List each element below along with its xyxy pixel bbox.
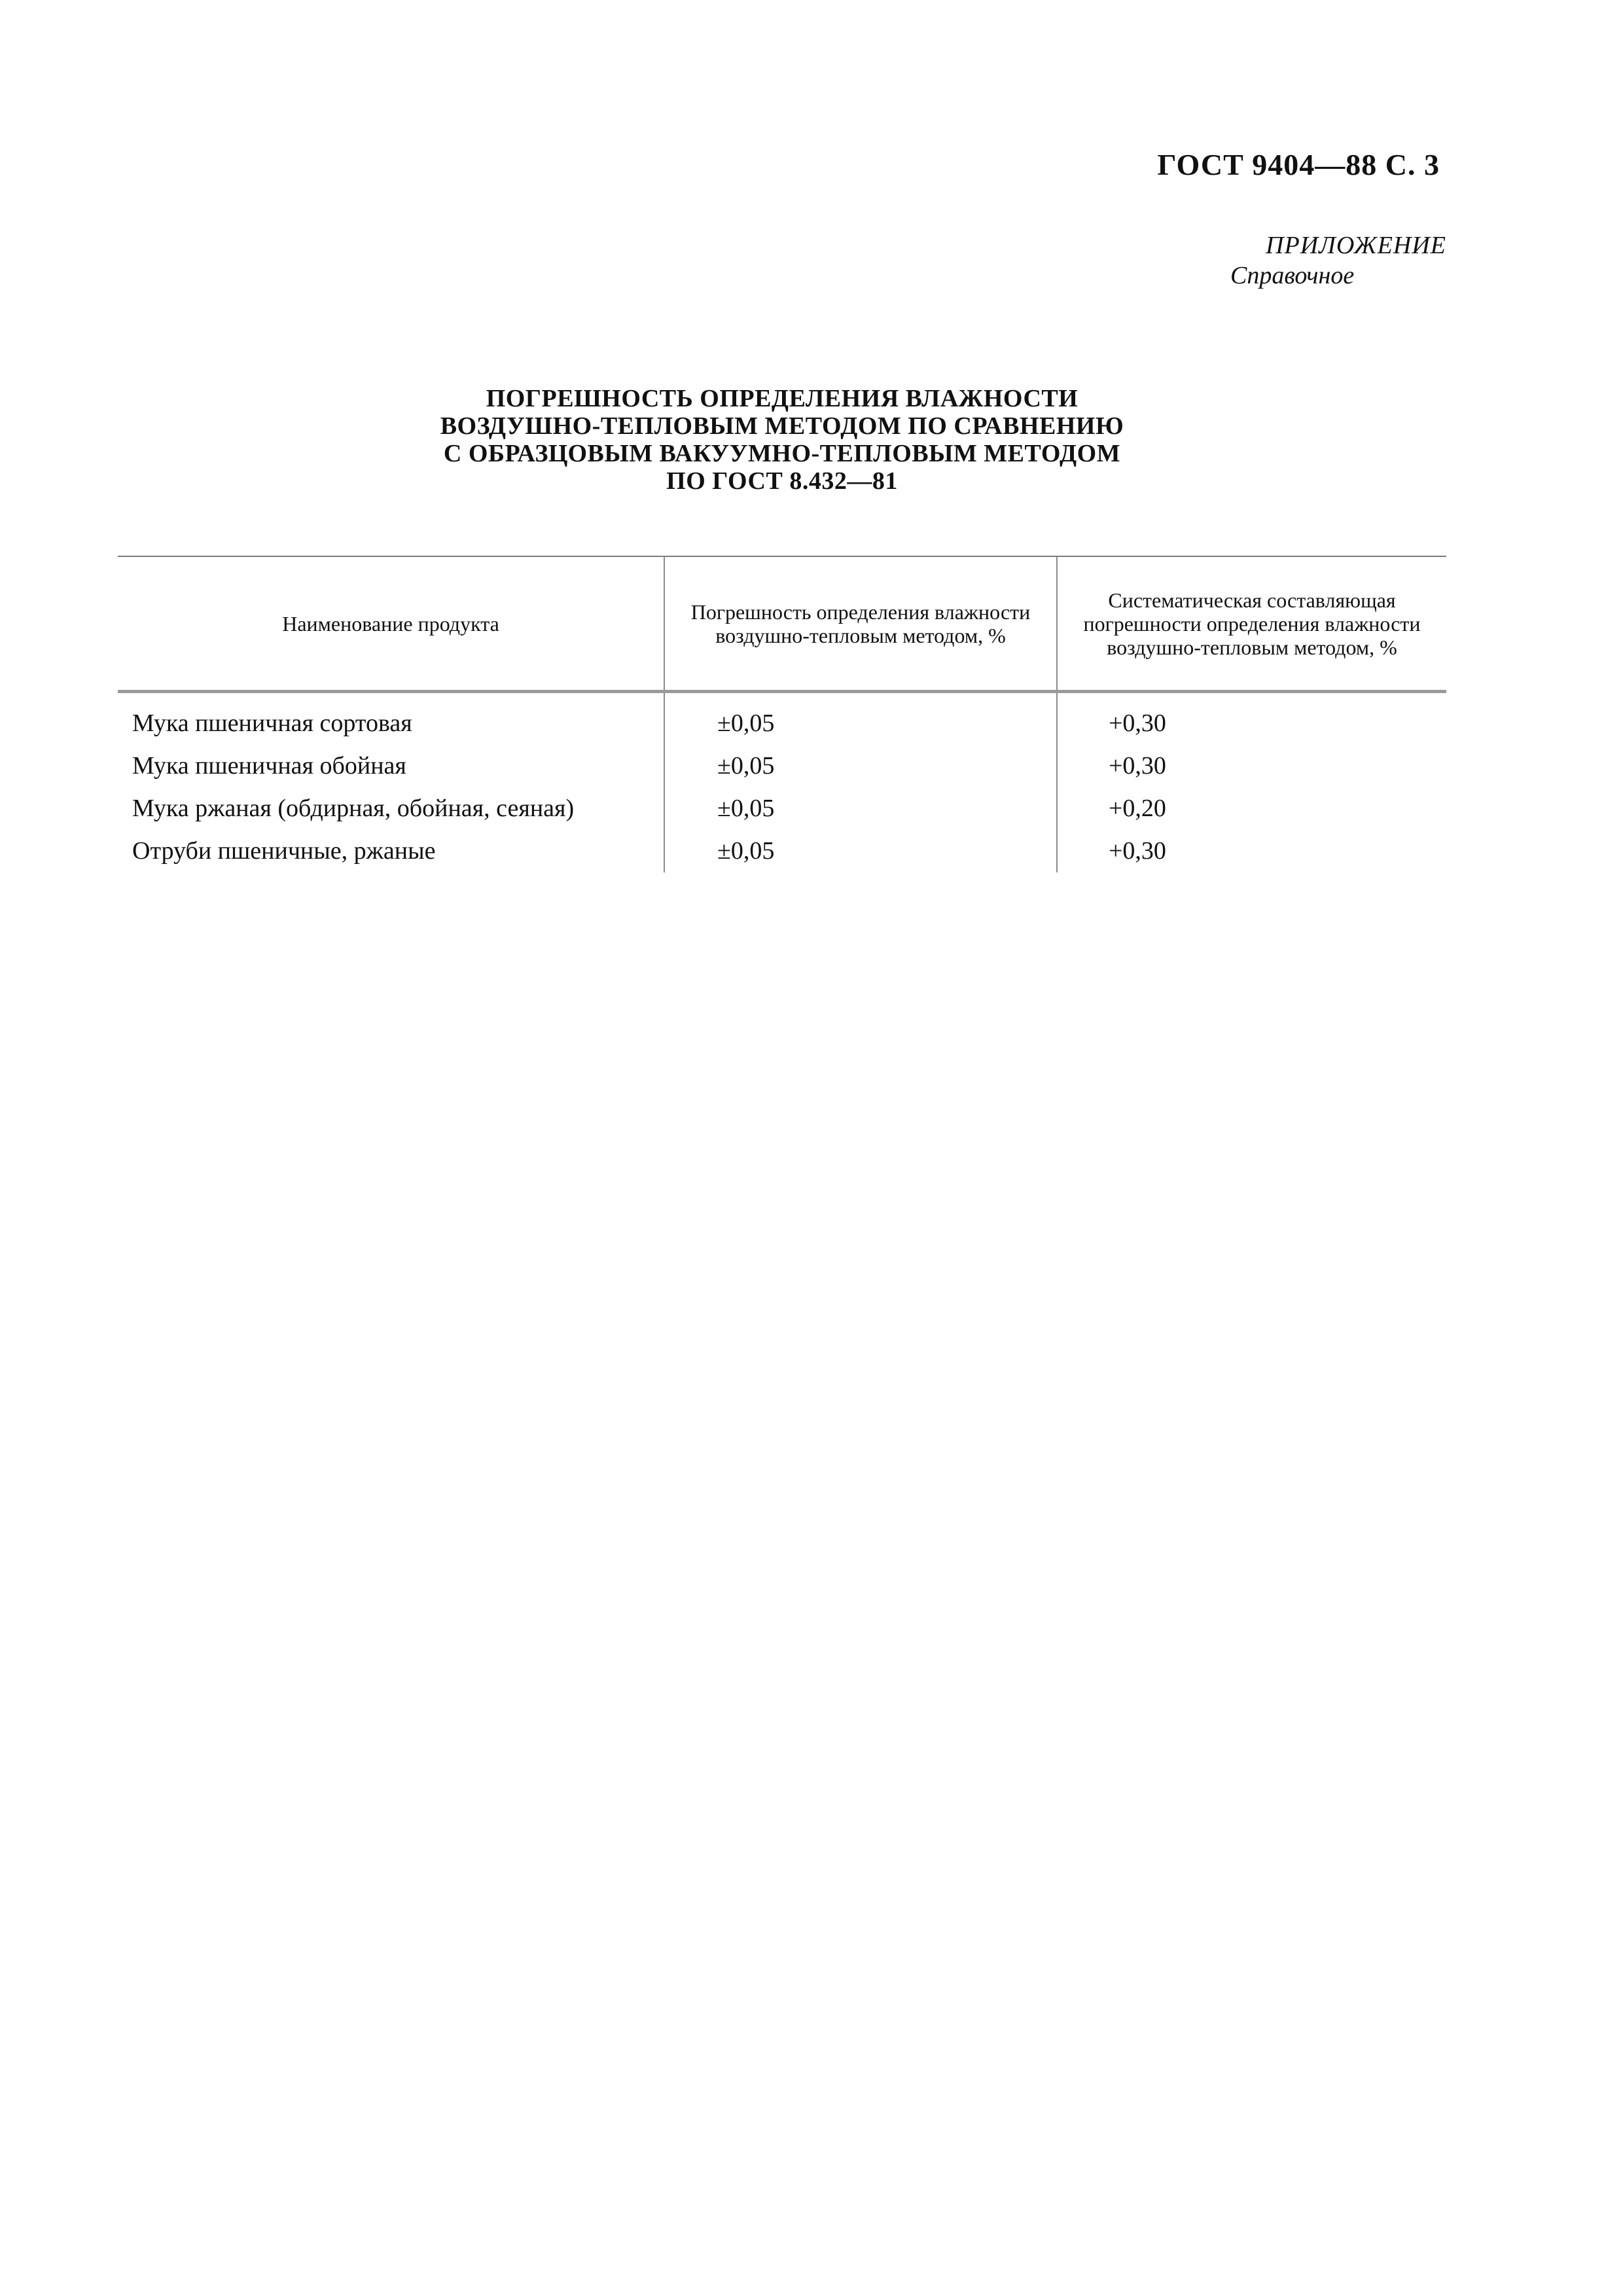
cell-systematic: +0,30 bbox=[1109, 837, 1166, 865]
cell-product: Мука ржаная (обдирная, обойная, сеяная) bbox=[132, 795, 575, 822]
table-row bbox=[118, 745, 1446, 787]
cell-product: Мука пшеничная обойная bbox=[132, 752, 406, 780]
title-line: ПО ГОСТ 8.432—81 bbox=[666, 467, 898, 495]
cell-product: Мука пшеничная сортовая bbox=[132, 709, 412, 737]
table-row bbox=[118, 830, 1446, 872]
document-title bbox=[118, 385, 1446, 495]
cell-error: ±0,05 bbox=[664, 745, 1056, 787]
appendix-block bbox=[1230, 230, 1446, 291]
cell-systematic: +0,30 bbox=[1109, 752, 1166, 780]
table-body bbox=[118, 693, 1446, 872]
appendix-type: Справочное bbox=[1230, 262, 1355, 289]
table-row bbox=[118, 702, 1446, 745]
column-header-error: Погрешность определения влажности воздушно-тепловым методом, % bbox=[664, 557, 1056, 690]
cell-error: ±0,05 bbox=[664, 830, 1056, 872]
title-line: С ОБРАЗЦОВЫМ ВАКУУМНО-ТЕПЛОВЫМ МЕТОДОМ bbox=[443, 440, 1121, 467]
cell-error: ±0,05 bbox=[664, 702, 1056, 745]
page-header: ГОСТ 9404—88 С. 3 bbox=[1157, 148, 1440, 181]
column-header-systematic: Систематическая составляющая погрешности определения влажности воздушно-тепловым методом, % bbox=[1056, 557, 1446, 690]
error-table bbox=[118, 556, 1446, 872]
title-line: ПОГРЕШНОСТЬ ОПРЕДЕЛЕНИЯ ВЛАЖНОСТИ bbox=[486, 385, 1079, 412]
cell-product: Отруби пшеничные, ржаные bbox=[132, 837, 436, 865]
cell-systematic: +0,30 bbox=[1109, 709, 1166, 737]
column-divider bbox=[664, 693, 665, 872]
table-header-row bbox=[118, 556, 1446, 693]
table-row bbox=[118, 787, 1446, 830]
cell-systematic: +0,20 bbox=[1109, 795, 1166, 822]
column-header-product: Наименование продукта bbox=[282, 611, 499, 636]
column-divider bbox=[1056, 693, 1058, 872]
cell-error: ±0,05 bbox=[664, 787, 1056, 830]
appendix-label: ПРИЛОЖЕНИЕ bbox=[1266, 232, 1446, 259]
title-line: ВОЗДУШНО-ТЕПЛОВЫМ МЕТОДОМ ПО СРАВНЕНИЮ bbox=[440, 412, 1124, 440]
